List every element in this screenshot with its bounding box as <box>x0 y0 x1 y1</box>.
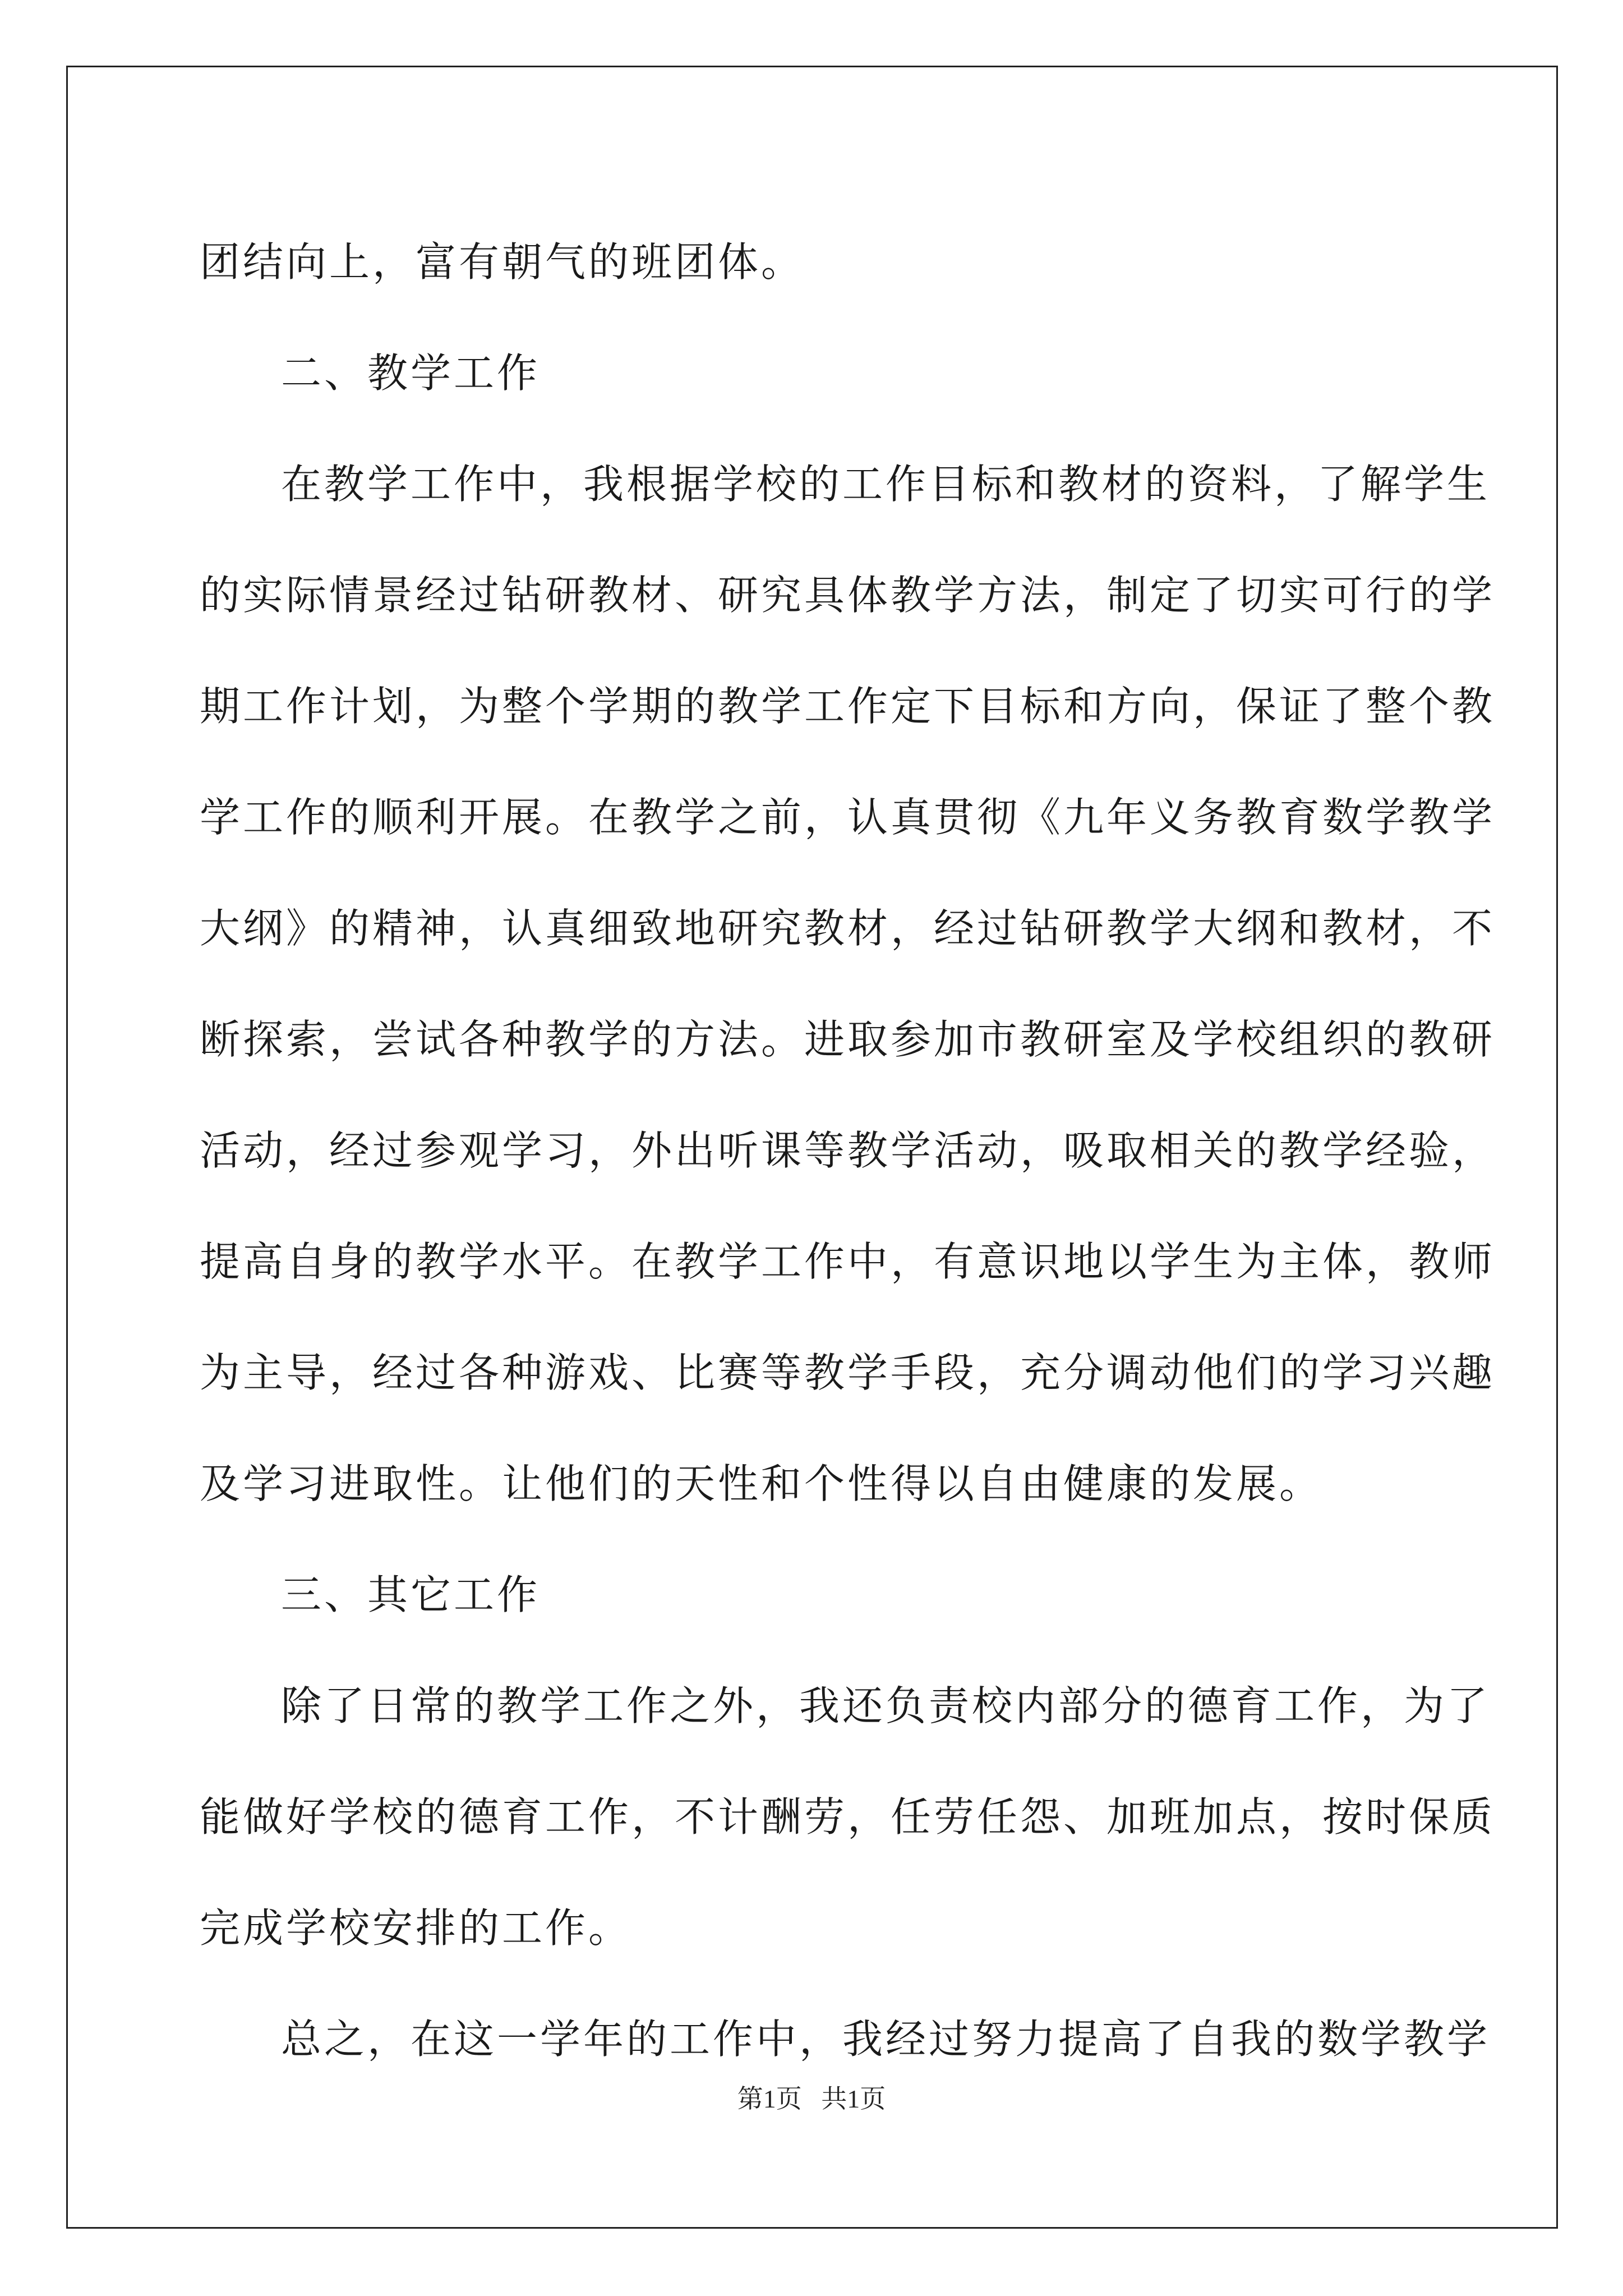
body-line: 期工作计划，为整个学期的教学工作定下目标和方向，保证了整个教 <box>200 683 1496 730</box>
body-line: 在教学工作中，我根据学校的工作目标和教材的资料，了解学生 <box>281 461 1491 508</box>
section-heading: 二、教学工作 <box>281 349 541 397</box>
body-line: 团结向上，富有朝气的班团体。 <box>200 238 805 286</box>
body-line: 学工作的顺利开展。在教学之前，认真贯彻《九年义务教育数学教学 <box>200 794 1496 841</box>
body-line: 除了日常的教学工作之外，我还负责校内部分的德育工作，为了 <box>281 1682 1491 1729</box>
body-line: 提高自身的教学水平。在教学工作中，有意识地以学生为主体，教师 <box>200 1238 1496 1285</box>
body-line: 大纲》的精神，认真细致地研究教材，经过钻研教学大纲和教材，不 <box>200 905 1496 952</box>
document-body <box>200 206 1496 2095</box>
page-footer: 第1页 共1页 <box>737 2085 886 2113</box>
body-line: 的实际情景经过钻研教材、研究具体教学方法，制定了切实可行的学 <box>200 572 1496 619</box>
body-line: 总之，在这一学年的工作中，我经过努力提高了自我的数学教学 <box>281 2016 1491 2063</box>
body-line: 断探索，尝试各种教学的方法。进取参加市教研室及学校组织的教研 <box>200 1016 1496 1063</box>
body-line: 为主导，经过各种游戏、比赛等教学手段，充分调动他们的学习兴趣 <box>200 1349 1496 1396</box>
section-heading: 三、其它工作 <box>281 1571 541 1618</box>
body-line: 能做好学校的德育工作，不计酬劳，任劳任怨、加班加点，按时保质 <box>200 1793 1496 1841</box>
body-line: 活动，经过参观学习，外出听课等教学活动，吸取相关的教学经验， <box>200 1127 1496 1174</box>
body-line: 完成学校安排的工作。 <box>200 1904 632 1952</box>
body-line: 及学习进取性。让他们的天性和个性得以自由健康的发展。 <box>200 1460 1323 1507</box>
